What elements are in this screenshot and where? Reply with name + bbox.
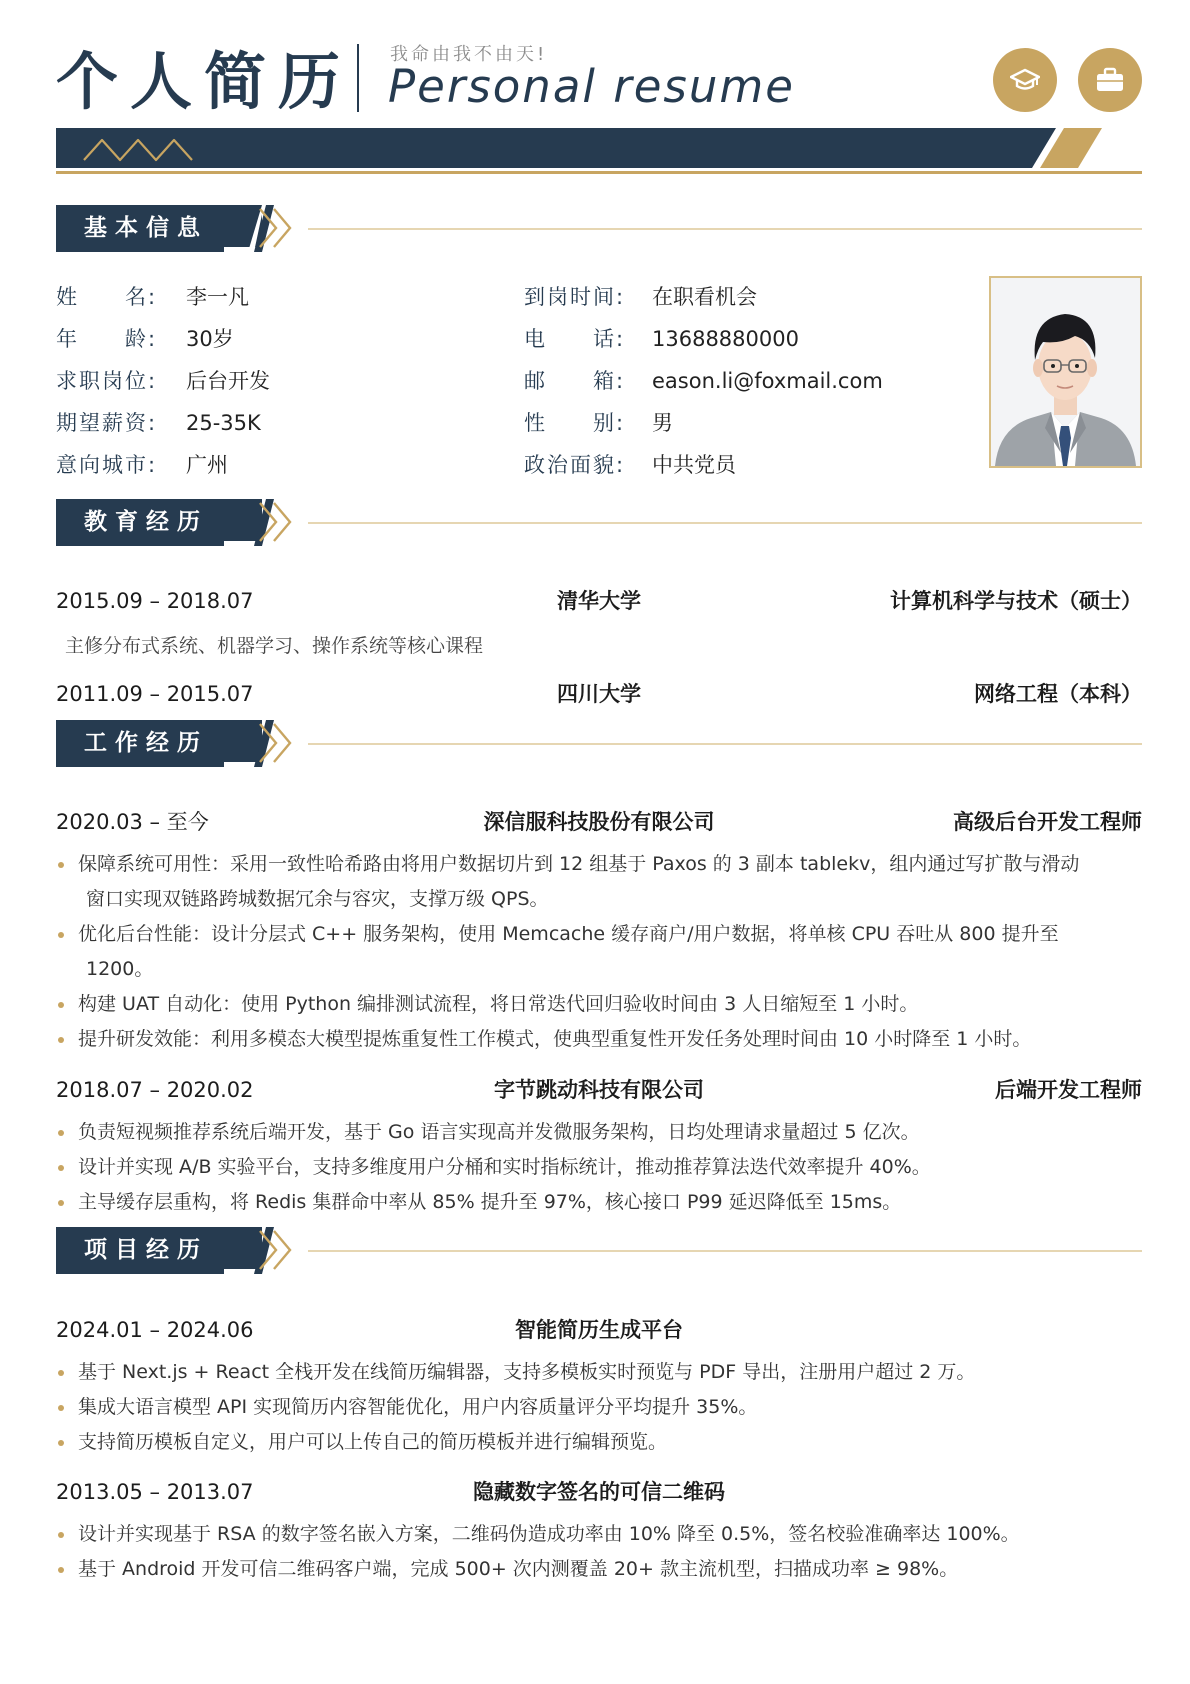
entry-date: 2015.09 – 2018.07: [56, 589, 254, 613]
bullet-item: 保障系统可用性：采用一致性哈希路由将用户数据切片到 12 组基于 Paxos 的 3 副本 tablekv，组内通过写扩散与滑动: [56, 847, 1142, 882]
info-value: 25-35K: [186, 411, 261, 435]
section-banner: [56, 499, 1142, 549]
info-label: 到岗时间:: [524, 285, 626, 309]
graduation-cap-icon: [993, 48, 1057, 112]
work-bullets: [56, 847, 1142, 1057]
resume-header: [0, 0, 1190, 180]
bullet-item: 设计并实现基于 RSA 的数字签名嵌入方案，二维码伪造成功率由 10% 降至 0.5%，签名校验准确率达 100%。: [56, 1517, 1142, 1552]
project-entry: [56, 1315, 1142, 1345]
entry-company: 字节跳动科技有限公司: [494, 1078, 704, 1102]
info-label: 电 话:: [524, 327, 626, 351]
project-entry: [56, 1477, 1142, 1507]
entry-date: 2011.09 – 2015.07: [56, 682, 254, 706]
section-title: 工作经历: [84, 730, 208, 756]
resume-title-en: Personal resume: [388, 60, 795, 113]
entry-date: 2013.05 – 2013.07: [56, 1480, 254, 1504]
bullet-item: 集成大语言模型 API 实现简历内容智能优化，用户内容质量评分平均提升 35%。: [56, 1390, 1142, 1425]
entry-date: 2018.07 – 2020.02: [56, 1078, 254, 1102]
briefcase-icon: [1078, 48, 1142, 112]
info-value: 中共党员: [652, 453, 736, 477]
bullet-item: 提升研发效能：利用多模态大模型提炼重复性工作模式，使典型重复性开发任务处理时间由 10 小时降至 1 小时。: [56, 1022, 1142, 1057]
entry-company: 深信服科技股份有限公司: [483, 810, 715, 834]
info-label: 政治面貌:: [524, 453, 626, 477]
slogan: 我命由我不由天!: [390, 44, 548, 65]
info-label: 性 别:: [524, 411, 626, 435]
entry-school: 四川大学: [557, 682, 641, 706]
bullet-item: 优化后台性能：设计分层式 C++ 服务架构，使用 Memcache 缓存商户/用户数据，将单核 CPU 吞吐从 800 提升至: [56, 917, 1142, 952]
section-header-education: [56, 499, 1142, 549]
bullet-continuation: 窗口实现双链路跨城数据冗余与容灾，支撑万级 QPS。: [86, 888, 549, 910]
entry-major: 网络工程（本科）: [974, 682, 1142, 706]
section-banner: [56, 205, 1142, 255]
section-header-projects: [56, 1227, 1142, 1277]
bullet-item: 基于 Next.js + React 全栈开发在线简历编辑器，支持多模板实时预览与 PDF 导出，注册用户超过 2 万。: [56, 1355, 1142, 1390]
info-value: 广州: [186, 453, 228, 477]
entry-project-name: 智能简历生成平台: [515, 1318, 683, 1342]
section-header-basic: [56, 205, 1142, 255]
info-label: 年 龄:: [56, 327, 158, 351]
bullet-item: 支持简历模板自定义，用户可以上传自己的简历模板并进行编辑预览。: [56, 1425, 1142, 1460]
bullet-item: 设计并实现 A/B 实验平台，支持多维度用户分桶和实时指标统计，推动推荐算法迭代效率提升 40%。: [56, 1150, 1142, 1185]
info-label: 求职岗位:: [56, 369, 158, 393]
entry-project-name: 隐藏数字签名的可信二维码: [473, 1480, 725, 1504]
resume-title-cn: 个人简历: [56, 45, 353, 118]
info-value: 李一凡: [186, 285, 249, 309]
bullet-item: 负责短视频推荐系统后端开发，基于 Go 语言实现高并发微服务架构，日均处理请求量超过 5 亿次。: [56, 1115, 1142, 1150]
info-value: 30岁: [186, 327, 234, 351]
education-note: 主修分布式系统、机器学习、操作系统等核心课程: [65, 635, 484, 657]
info-value: 13688880000: [652, 327, 799, 351]
section-title: 项目经历: [84, 1237, 208, 1263]
bullet-item: 构建 UAT 自动化：使用 Python 编排测试流程，将日常迭代回归验收时间由 3 人日缩短至 1 小时。: [56, 987, 1142, 1022]
info-value: 男: [652, 411, 673, 435]
entry-major: 计算机科学与技术（硕士）: [890, 589, 1142, 613]
education-entry: [56, 679, 1142, 709]
project-bullets: [56, 1355, 1142, 1460]
info-label: 姓 名:: [56, 285, 158, 309]
work-entry: [56, 807, 1142, 837]
bullet-continuation: 1200。: [86, 958, 154, 980]
bullet-item: 基于 Android 开发可信二维码客户端，完成 500+ 次内测覆盖 20+ 款主流机型，扫描成功率 ≥ 98%。: [56, 1552, 1142, 1587]
info-value: 在职看机会: [652, 285, 757, 309]
entry-position: 高级后台开发工程师: [953, 810, 1142, 834]
section-banner: [56, 720, 1142, 770]
info-value: 后台开发: [186, 369, 270, 393]
entry-date: 2024.01 – 2024.06: [56, 1318, 254, 1342]
header-band: [56, 128, 1142, 176]
entry-school: 清华大学: [557, 589, 641, 613]
section-title: 基本信息: [84, 215, 208, 241]
info-label: 意向城市:: [56, 453, 158, 477]
info-label: 邮 箱:: [524, 369, 626, 393]
education-entry: [56, 586, 1142, 616]
profile-photo: [989, 276, 1142, 468]
work-bullets: [56, 1115, 1142, 1220]
work-entry: [56, 1075, 1142, 1105]
project-bullets: [56, 1517, 1142, 1587]
info-label: 期望薪资:: [56, 411, 158, 435]
title-divider: [357, 44, 359, 112]
bullet-item: 主导缓存层重构，将 Redis 集群命中率从 85% 提升至 97%，核心接口 P99 延迟降低至 15ms。: [56, 1185, 1142, 1220]
entry-date: 2020.03 – 至今: [56, 810, 209, 834]
section-title: 教育经历: [84, 509, 208, 535]
info-value: eason.li@foxmail.com: [652, 369, 883, 393]
section-header-work: [56, 720, 1142, 770]
entry-position: 后端开发工程师: [995, 1078, 1142, 1102]
section-banner: [56, 1227, 1142, 1277]
